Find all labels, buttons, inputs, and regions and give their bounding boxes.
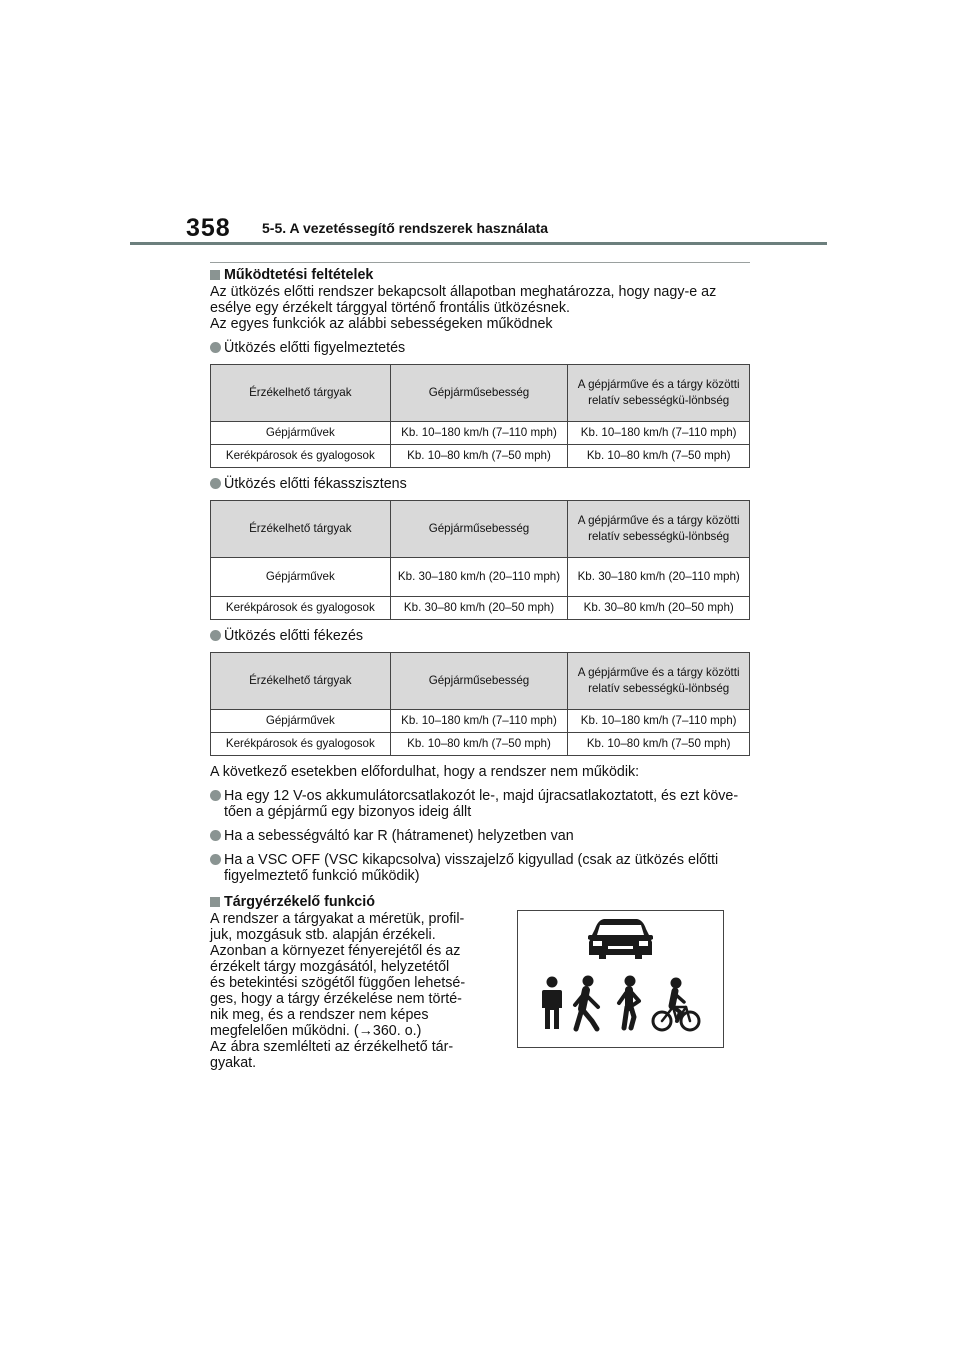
table-title-brake-assist bbox=[210, 476, 750, 492]
table-cell: Kb. 30–180 km/h (20–110 mph) bbox=[568, 558, 750, 597]
list-item bbox=[210, 852, 750, 884]
object-detection-text bbox=[210, 894, 472, 1071]
table-title-warning bbox=[210, 340, 750, 356]
table-cell: Kb. 10–80 km/h (7–50 mph) bbox=[568, 733, 750, 756]
table-row bbox=[211, 597, 750, 620]
table-header-cell: Érzékelhető tárgyak bbox=[211, 653, 391, 710]
table-cell: Kb. 10–80 km/h (7–50 mph) bbox=[568, 445, 750, 468]
child-pedestrian-icon bbox=[619, 976, 639, 1029]
section-heading-object-detection bbox=[210, 894, 472, 910]
text-line: és betekintési szögétől függően lehetsé- bbox=[210, 975, 466, 991]
round-bullet-icon bbox=[210, 630, 221, 641]
table-header-cell: Gépjárműsebesség bbox=[390, 653, 568, 710]
round-bullet-icon bbox=[210, 790, 221, 801]
table-row bbox=[211, 558, 750, 597]
text-line: érzékelt tárgy mozgásától, helyzetétől bbox=[210, 959, 450, 975]
table-cell: Kb. 30–80 km/h (20–50 mph) bbox=[568, 597, 750, 620]
table-cell: Kb. 30–80 km/h (20–50 mph) bbox=[390, 597, 568, 620]
text-line: A rendszer a tárgyakat a méretük, profil- bbox=[210, 911, 465, 927]
list-item bbox=[210, 788, 750, 820]
round-bullet-icon bbox=[210, 830, 221, 841]
intro-paragraph-2: Az egyes funkciók az alábbi sebességeken működnek bbox=[210, 316, 553, 332]
round-bullet-icon bbox=[210, 342, 221, 353]
table-header-row bbox=[211, 653, 750, 710]
page-number: 358 bbox=[186, 214, 231, 242]
table-header-cell: A gépjárműve és a tárgy közötti relatív sebességkü-lönbség bbox=[568, 365, 750, 422]
table-cell: Gépjárművek bbox=[211, 422, 391, 445]
table-row bbox=[211, 445, 750, 468]
section-heading-operating-conditions bbox=[210, 267, 750, 283]
section-heading-text: Tárgyérzékelő funkció bbox=[224, 894, 375, 910]
square-bullet-icon bbox=[210, 897, 220, 907]
table-title-text: Ütközés előtti figyelmeztetés bbox=[224, 340, 406, 356]
section-heading-text: Működtetési feltételek bbox=[224, 267, 374, 283]
text-line: juk, mozgásuk stb. alapján érzékeli. bbox=[210, 927, 436, 943]
table-header-cell: Gépjárműsebesség bbox=[390, 365, 568, 422]
list-item-text: Ha a VSC OFF (VSC kikapcsolva) visszajelző kigyullad (csak az ütközés előtti figyelmeztető funkció működik) bbox=[224, 852, 719, 884]
table-cell: Gépjárművek bbox=[211, 710, 391, 733]
table-cell: Kb. 10–180 km/h (7–110 mph) bbox=[568, 710, 750, 733]
section-divider bbox=[210, 262, 750, 263]
list-item bbox=[210, 828, 750, 844]
table-cell: Kb. 10–80 km/h (7–50 mph) bbox=[390, 733, 568, 756]
text-line: Az ábra szemlélteti az érzékelhető tár- bbox=[210, 1039, 454, 1055]
round-bullet-icon bbox=[210, 854, 221, 865]
table-header-cell: Gépjárműsebesség bbox=[390, 501, 568, 558]
not-working-intro: A következő esetekben előfordulhat, hogy a rendszer nem működik: bbox=[210, 764, 640, 780]
detectable-objects-illustration bbox=[518, 911, 723, 1047]
table-header-cell: A gépjárműve és a tárgy közötti relatív sebességkü-lönbség bbox=[568, 653, 750, 710]
table-cell: Gépjárművek bbox=[211, 558, 391, 597]
list-item-text: Ha a sebességváltó kar R (hátramenet) helyzetben van bbox=[224, 828, 574, 844]
text-line: ges, hogy a tárgy érzékelése nem törté- bbox=[210, 991, 462, 1007]
chapter-title: 5-5. A vezetéssegítő rendszerek használata bbox=[262, 220, 549, 236]
table-cell: Kerékpárosok és gyalogosok bbox=[211, 445, 391, 468]
text-line: gyakat. bbox=[210, 1055, 257, 1071]
text-line: nik meg, és a rendszer nem képes bbox=[210, 1007, 429, 1023]
table-title-text: Ütközés előtti fékasszisztens bbox=[224, 476, 407, 492]
text-line: megfelelően működni. (→360. o.) bbox=[210, 1023, 422, 1039]
table-header-cell: A gépjárműve és a tárgy közötti relatív sebességkü-lönbség bbox=[568, 501, 750, 558]
table-header-cell: Érzékelhető tárgyak bbox=[211, 365, 391, 422]
table-row bbox=[211, 710, 750, 733]
cyclist-icon bbox=[653, 978, 699, 1031]
standing-pedestrian-icon bbox=[542, 977, 562, 1030]
table-header-cell: Érzékelhető tárgyak bbox=[211, 501, 391, 558]
table-cell: Kb. 10–180 km/h (7–110 mph) bbox=[390, 422, 568, 445]
table-header-row bbox=[211, 365, 750, 422]
table-cell: Kb. 10–180 km/h (7–110 mph) bbox=[390, 710, 568, 733]
intro-paragraph: Az ütközés előtti rendszer bekapcsolt állapotban meghatározza, hogy nagy-e az esélye egy érzékelt tárggyal történő frontális ütközésnek. bbox=[210, 284, 717, 316]
table-title-text: Ütközés előtti fékezés bbox=[224, 628, 364, 644]
table-cell: Kb. 10–180 km/h (7–110 mph) bbox=[568, 422, 750, 445]
round-bullet-icon bbox=[210, 478, 221, 489]
walking-pedestrian-icon bbox=[575, 976, 598, 1030]
header-rule bbox=[130, 242, 827, 245]
speed-table-brake-assist bbox=[210, 500, 750, 620]
table-cell: Kb. 10–80 km/h (7–50 mph) bbox=[390, 445, 568, 468]
text-line: Azonban a környezet fényerejétől és az bbox=[210, 943, 461, 959]
speed-table-braking bbox=[210, 652, 750, 756]
detectable-objects-figure bbox=[517, 910, 724, 1048]
car-icon bbox=[588, 919, 653, 959]
table-title-braking bbox=[210, 628, 750, 644]
table-row bbox=[211, 733, 750, 756]
list-item-text: Ha egy 12 V-os akkumulátorcsatlakozót le-, majd újracsatlakoztatott, és ezt köve-tően a gépjármű egy bizonyos ideig állt bbox=[224, 788, 739, 820]
table-cell: Kb. 30–180 km/h (20–110 mph) bbox=[390, 558, 568, 597]
table-cell: Kerékpárosok és gyalogosok bbox=[211, 733, 391, 756]
table-header-row bbox=[211, 501, 750, 558]
square-bullet-icon bbox=[210, 270, 220, 280]
table-row bbox=[211, 422, 750, 445]
speed-table-warning bbox=[210, 364, 750, 468]
table-cell: Kerékpárosok és gyalogosok bbox=[211, 597, 391, 620]
